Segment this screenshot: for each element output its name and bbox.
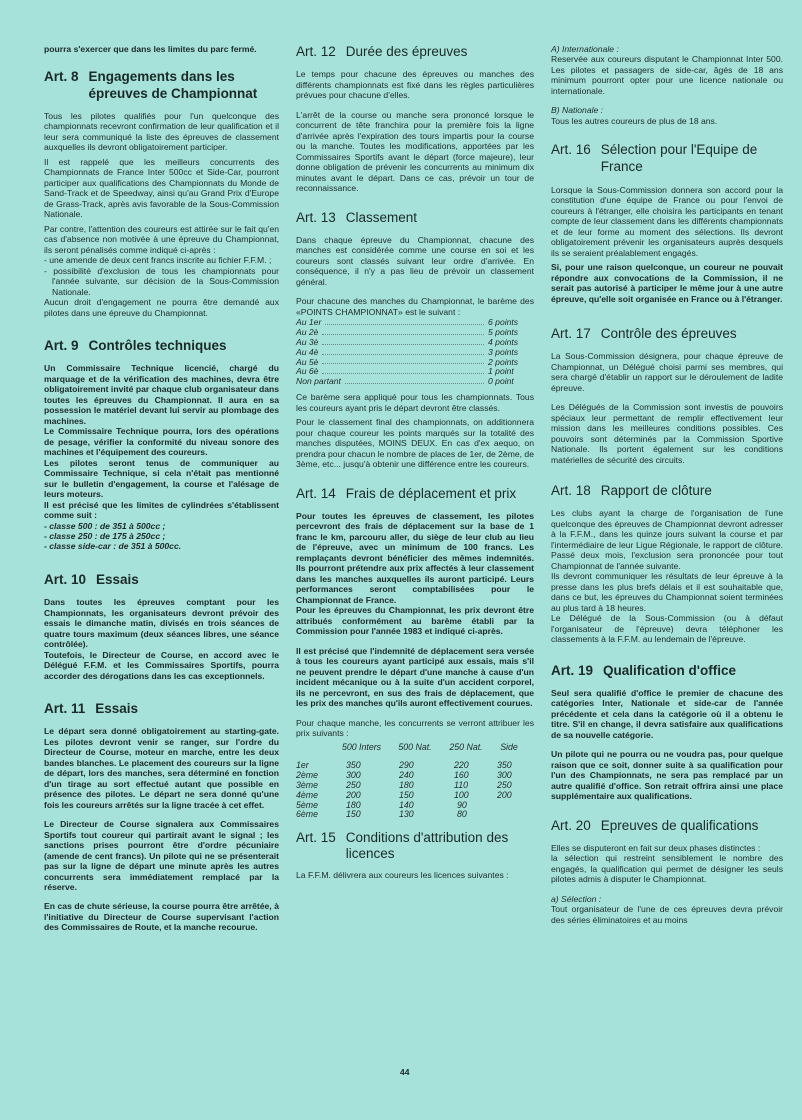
art18-p2: Ils devront communiquer les résultats de leur épreuve à la presse dans les plus brefs délais et il est souhaitable que, dans ce but, les épreuves du Championnat soient terminées au plus tard à 18 heures.: [551, 571, 783, 613]
prize-table-header: 500 Inters 500 Nat. 250 Nat. Side: [341, 742, 518, 753]
art9-heading: Art. 9 Contrôles techniques: [44, 338, 227, 354]
art11-p2: Le Directeur de Course signalera aux Commissaires Sportifs tout coureur qui partirait avant le signal ; les sanctions prises pourront être d'ordre pécuniaire (amende de cent francs). Un pilote qui ne se présenterait pas sur la ligne de départ une minute après les autres concurrents sera immédiatement remplacé par la réserve.: [44, 819, 279, 892]
art12-heading: Art. 12 Durée des épreuves: [296, 44, 468, 59]
art9-limit2: - classe 250 : de 175 à 250cc ;: [44, 531, 166, 541]
art8-dash1: - une amende de deux cent francs inscrite au fichier F.F.M. ;: [44, 255, 272, 266]
art17-p2: Les Délégués de la Commission sont investis de pouvoirs spéciaux leur permettant de remplir effectivement leur mission dans les meilleures conditions possibles. Ces pouvoirs sont déterminés par la Commission Sportive Nationale. Ils portent également sur les conditions matérielles de sécurité des circuits.: [551, 402, 783, 465]
art20-p2: la sélection qui restreint sensiblement le nombre des engagés, la qualification qui permet de désigner les seuls pilotes admis à disputer le Championnat.: [551, 853, 783, 885]
prize-table-row: 3ème 250 180 110 250: [296, 779, 512, 790]
art16-heading: Art. 16 Sélection pour l'Equipe de France: [551, 142, 758, 174]
art18-p1: Les clubs ayant la charge de l'organisation de l'une quelconque des épreuves de Championnat devront adresser à la F.F.M., dans les quinze jours suivant la course et par l'intermédiaire de leur Ligue Régionale, le rapport de clôture. Passé deux mois, l'exclusion sera prononcée pour tout Championnat de l'année suivante.: [551, 508, 783, 571]
art15-a-text: Reservée aux coureurs disputant le Championnat Inter 500. Les pilotes et passagers de side-car, âgés de 18 ans minimum pourront opter pour une licence nationale ou internationale.: [551, 54, 783, 96]
art8-p1: Tous les pilotes qualifiés pour l'un quelconque des championnats recevront confirmation de leur qualification et il leur sera communiqué la liste des épreuves de classement auxquelles ils devront obligatoirement participer.: [44, 110, 279, 153]
art11-p1: Le départ sera donné obligatoirement au starting-gate. Les pilotes devront venir se ranger, sur l'ordre du Directeur de Course, moteur en marche, entre les deux bandes blanches. Le placement des coureurs sur la ligne de départ, lors des manches, sera déterminé en fonction d'un tirage au sort effectué autant que possible en présence des pilotes. Le départ ne sera donné qu'une fois les coureurs arrêtés sur la ligne tracée à cet effet.: [44, 726, 279, 810]
art14-heading: Art. 14 Frais de déplacement et prix: [296, 485, 517, 501]
art12-p2: L'arrêt de la course ou manche sera prononcé lorsque le concurrent de tête franchira pour la première fois la ligne d'arrivée après l'expiration des tours impartis pour la course ou la manche. Toutes les modifications, apportées par les Commissaires Sportifs avant le départ (force majeure), leur donne obligation de prévenir les concurrents au minimum dix minutes avant le départ. Dans ce cas, prévoir un tour de reconnaissance.: [296, 109, 534, 194]
column-left: [44, 44, 279, 937]
art9-p1: Un Commissaire Technique licencié, chargé du marquage et de la vérification des machines, devra être obligatoirement invité par chaque club organisateur dans toutes les épreuves du Championnat. Il aura en sa possession le matériel devant lui servir au plombage des machines.: [44, 363, 279, 426]
art8-p2: Il est rappelé que les meilleurs concurrents des Championnats de France Inter 500cc et Side-Car, pourront participer aux qualifications des Championnats du Monde de Sand-Track et de Speedway, ainsi qu'au Grand Prix d'Europe de Grass-Track, après avis favorable de la Sous-Commission Nationale.: [44, 156, 279, 220]
art11-p3: En cas de chute sérieuse, la course pourra être arrêtée, à l'initiative du Directeur de Course supervisant l'action des Commissaires de Route, et la manche recourue.: [44, 901, 279, 933]
prize-table-row: 2ème 300 240 160 300: [296, 770, 512, 781]
points-row: Au 3è 4 points: [296, 336, 519, 347]
prize-table-row: 6ème 150 130 80: [296, 809, 467, 820]
art20-a-text: Tout organisateur de l'une de ces épreuves devra prévoir des séries éliminatoires et au moins: [551, 904, 783, 925]
prize-table-row: 1er 350 290 220 350: [296, 760, 512, 771]
art16-p2: Si, pour une raison quelconque, un coureur ne pouvait répondre aux convocations de la Commission, il ne serait pas autorisé à participer le même jour à une autre épreuve, qu'elle soit organisée en France ou à l'étranger.: [551, 262, 783, 304]
col1-intro: pourra s'exercer que dans les limites du parc fermé.: [44, 44, 257, 54]
points-list: [296, 318, 534, 387]
art15-a-label: A) Internationale :: [551, 44, 619, 54]
points-row: Au 5è 2 points: [296, 356, 519, 367]
art14-p4: Pour chaque manche, les concurrents se verront attribuer les prix suivants :: [296, 717, 534, 738]
art14-p1: Pour toutes les épreuves de classement, les pilotes percevront des frais de déplacement sur la base de 1 franc le km, parcouru aller, du siège de leur club au lieu de l'épreuve, avec un minimum de 100 francs. Les remplaçants devront bénéficier des mêmes indemnités. Ils pourront prétendre aux prix affectés à leur classement dans les manches auxquelles ils auront participé. Leurs performances seront comptabilisées pour le Championnat de France.: [296, 510, 534, 605]
prize-table-row: 5ème 180 140 90: [296, 799, 467, 810]
art10-p2: Toutefois, le Directeur de Course, en accord avec le Délégué F.F.M. et les Commissaires Sportifs, pourra accorder des dérogations dans les cas exceptionnels.: [44, 649, 279, 681]
art20-a-label: a) Sélection :: [551, 893, 602, 904]
art8-p3: Par contre, l'attention des coureurs est attirée sur le fait qu'en cas d'absence non motivée à une épreuve du Championnat, ils seront pénalisés comme indiqué ci-après :: [44, 223, 279, 255]
column-right: [551, 44, 783, 929]
art14-p2: Pour les épreuves du Championnat, les prix devront être attribués conformément au barème établi par la Commission pour l'année 1983 et indiqué ci-après.: [296, 605, 534, 637]
art15-b-text: Tous les autres coureurs de plus de 18 ans.: [551, 115, 718, 126]
points-row: Non partant 0 point: [296, 376, 514, 387]
prize-table: [296, 742, 527, 820]
art9-p3: Les pilotes seront tenus de communiquer au Commissaire Technique, si cela n'était pas mentionné sur le bulletin d'engagement, la course et l'alésage de leurs moteurs.: [44, 457, 279, 500]
page-number: 44: [400, 1067, 410, 1077]
art8-heading: Art. 8 Engagements dans les épreuves de Championnat: [44, 69, 258, 101]
art9-p2: Le Commissaire Technique pourra, lors des opérations de pesage, vérifier la conformité du niveau sonore des machines et l'équipement des coureurs.: [44, 426, 279, 458]
prize-table-row: 4ème 200 150 100 200: [296, 789, 512, 800]
art13-heading: Art. 13 Classement: [296, 209, 418, 225]
art15-p1: La F.F.M. délivrera aux coureurs les licences suivantes :: [296, 869, 509, 880]
art15-b-label: B) Nationale :: [551, 105, 604, 116]
art19-p1: Seul sera qualifié d'office le premier de chacune des catégories Inter, Nationale et side-car de l'année précédente et cela dans la catégorie où il a obtenu le titre. S'il en change, il devra satisfaire aux qualifications de sa nouvelle catégorie.: [551, 687, 783, 740]
column-middle: [296, 44, 534, 884]
art12-p1: Le temps pour chacune des épreuves ou manches des différents championnats est fixé dans les règles particulières prévues pour chacune d'elles.: [296, 69, 534, 101]
art15-heading: Art. 15 Conditions d'attribution des licences: [296, 830, 509, 862]
art18-p3: Le Délégué de la Sous-Commission (ou à défaut l'organisateur de l'épreuve) devra téléphoner les classements à la F.F.M. au lendemain de l'épreuve.: [551, 613, 783, 645]
art9-limit3: - classe side-car : de 351 à 500cc.: [44, 541, 182, 552]
points-row: Au 2è 5 points: [296, 326, 519, 337]
art11-heading: Art. 11 Essais: [44, 701, 139, 717]
art16-p1: Lorsque la Sous-Commission donnera son accord pour la constitution d'une équipe de France ou pour l'envoi de coureurs à l'étranger, elle choisira les participants en tenant compte de leur classement dans les différents championnats et de leur forme au moment des sélections. Ils devront obligatoirement prévenir les organisateurs auprès desquels ils se seraient préalablement engagés.: [551, 184, 783, 258]
art20-heading: Art. 20 Epreuves de qualifications: [551, 817, 759, 833]
art8-p4: Aucun droit d'engagement ne pourra être demandé aux pilotes dans une épreuve du Championnat.: [44, 297, 279, 318]
art8-dash2: - possibilité d'exclusion de tous les championnats pour l'année suivante, sur décision de la Sous-Commission Nationale.: [44, 265, 279, 297]
art9-p4: Il est précisé que les limites de cylindrées s'établissent comme suit :: [44, 499, 279, 521]
art18-heading: Art. 18 Rapport de clôture: [551, 483, 712, 499]
art19-heading: Art. 19 Qualification d'office: [551, 662, 737, 678]
art13-p2: Pour chacune des manches du Championnat, le barème des «POINTS CHAMPIONNAT» est le suivant :: [296, 296, 534, 317]
art17-p1: La Sous-Commission désignera, pour chaque épreuve de Championnat, un Délégué choisi parmi ses membres, qui sera chargé d'établir un rapport sur le déroulement de ladite épreuve.: [551, 351, 783, 393]
art14-p3: Il est précisé que l'indemnité de déplacement sera versée à tous les coureurs ayant participé aux essais, mais s'il ne peuvent prendre le départ d'une manche à cause d'un incident mécanique ou à la suite d'un accident corporel, ils ne percevront, en sus des frais de déplacement, que les prix des manches qu'ils auront effectivement courues.: [296, 645, 534, 709]
art10-heading: Art. 10 Essais: [44, 571, 139, 587]
art13-p3: Ce barème sera appliqué pour tous les championnats. Tous les coureurs ayant pris le départ devront être classés.: [296, 392, 534, 413]
art13-p1: Dans chaque épreuve du Championnat, chacune des manches est considérée comme une course en soi et les coureurs sont classés suivant leur ordre d'arrivée. En conséquence, il n'y a pas lieu de prévoir un classement général.: [296, 234, 534, 287]
art10-p1: Dans toutes les épreuves comptant pour les Championnats, les organisateurs devront prévoir des essais le dimanche matin, divisés en trois séances de quatre tours maximum (deux séances libres, une séance contrôlée).: [44, 597, 279, 650]
points-row: Au 4è 3 points: [296, 346, 519, 357]
art9-limit1: - classe 500 : de 351 à 500cc ;: [44, 520, 166, 531]
art20-p1: Elles se disputeront en fait sur deux phases distinctes :: [551, 842, 761, 853]
art17-heading: Art. 17 Contrôle des épreuves: [551, 326, 737, 342]
points-row: Au 1er 6 points: [296, 317, 519, 328]
points-row: Au 6è 1 point: [296, 366, 514, 377]
art19-p2: Un pilote qui ne pourra ou ne voudra pas, pour quelque raison que ce soit, donner suite à sa qualification pour l'un des Championnats, ne sera pas remplacé par un autre qualifié d'office. Son retrait offrira ainsi une place supplémentaire aux qualifications.: [551, 749, 783, 802]
art13-p4: Pour le classement final des championnats, on additionnera pour chaque coureur les points marqués sur la totalité des manches disputées, MOINS DEUX. En cas d'ex aequo, on prendra pour chacun le nombre de places de 1er, de 2ème, de 3ème, etc... jusqu'à obtenir une différence entre les coureurs.: [296, 417, 534, 470]
